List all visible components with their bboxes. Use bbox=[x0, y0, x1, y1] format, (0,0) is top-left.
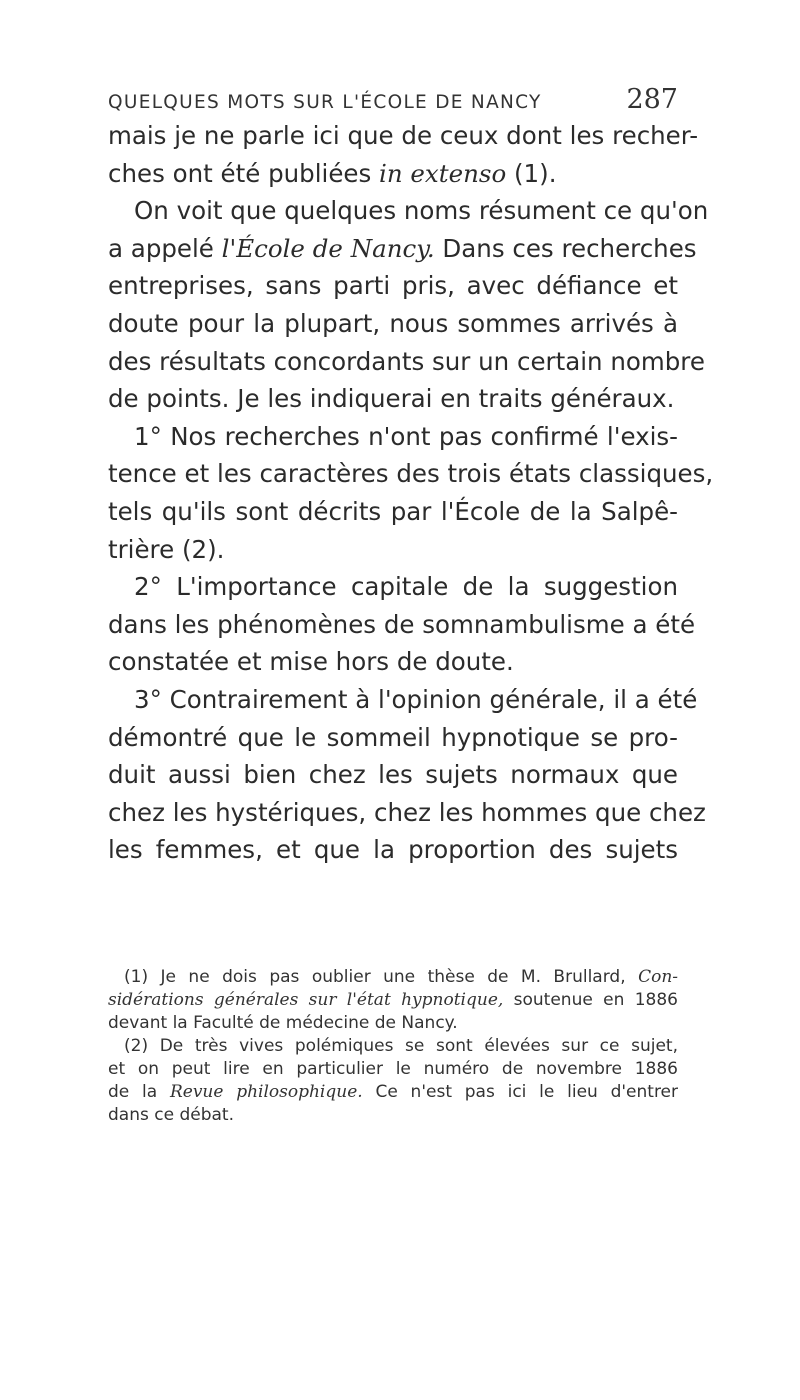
text-line: tels qu'ils sont décrits par l'École de la Salpê- bbox=[108, 496, 678, 526]
text-line: 3° Contrairement à l'opinion générale, il a été bbox=[134, 684, 698, 714]
text-line: dans les phénomènes de somnambulisme a été bbox=[108, 609, 696, 639]
text-line: démontré que le sommeil hypnotique se pro- bbox=[108, 722, 678, 752]
footnote-line: et on peut lire en particulier le numéro de novembre 1886 bbox=[108, 1059, 678, 1079]
text-line: a appelé l'École de Nancy. Dans ces recherches bbox=[108, 233, 697, 263]
footnote-line: sidérations générales sur l'état hypnotique, soutenue en 1886 bbox=[108, 990, 678, 1010]
text-line: 2° L'importance capitale de la suggestion bbox=[134, 572, 678, 602]
text-line: des résultats concordants sur un certain nombre bbox=[108, 346, 705, 376]
text-line: duit aussi bien chez les sujets normaux que bbox=[108, 760, 678, 790]
italic-title: sidérations générales sur l'état hypnotique, bbox=[108, 990, 504, 1010]
text-line: ches ont été publiées in extenso (1). bbox=[108, 158, 557, 188]
italic-title: Con- bbox=[638, 967, 679, 987]
text-line: de points. Je les indiquerai en traits généraux. bbox=[108, 384, 675, 414]
text-line: constatée et mise hors de doute. bbox=[108, 647, 514, 677]
text-line: chez les hystériques, chez les hommes que chez bbox=[108, 797, 706, 827]
page-header bbox=[108, 84, 678, 115]
footnotes bbox=[108, 966, 678, 1127]
text-line: trière (2). bbox=[108, 534, 225, 564]
text-line: 1° Nos recherches n'ont pas confirmé l'exis- bbox=[134, 421, 678, 451]
text-line: les femmes, et que la proportion des sujets bbox=[108, 835, 678, 865]
text-line: On voit que quelques noms résument ce qu'on bbox=[134, 196, 709, 226]
footnote-line: (2) De très vives polémiques se sont élevées sur ce sujet, bbox=[124, 1036, 678, 1056]
text-line: mais je ne parle ici que de ceux dont les recher- bbox=[108, 121, 699, 150]
text-line: doute pour la plupart, nous sommes arrivés à bbox=[108, 308, 678, 338]
footnote-line: de la Revue philosophique. Ce n'est pas ici le lieu d'entrer bbox=[108, 1082, 679, 1102]
italic-phrase: l'École de Nancy. bbox=[221, 233, 435, 263]
footnote-line: (1) Je ne dois pas oublier une thèse de M. Brullard, Con- bbox=[124, 967, 679, 987]
running-title: QUELQUES MOTS SUR L'ÉCOLE DE NANCY bbox=[108, 92, 542, 113]
footnote-line: devant la Faculté de médecine de Nancy. bbox=[108, 1013, 458, 1033]
text-line: tence et les caractères des trois états classiques, bbox=[108, 459, 714, 489]
text-line: entreprises, sans parti pris, avec défiance et bbox=[108, 271, 678, 301]
main-text bbox=[108, 117, 714, 869]
page-number: 287 bbox=[626, 84, 678, 115]
italic-title: Revue philosophique. bbox=[169, 1082, 363, 1102]
footnote-line: dans ce débat. bbox=[108, 1105, 234, 1125]
italic-phrase: in extenso bbox=[379, 158, 507, 188]
